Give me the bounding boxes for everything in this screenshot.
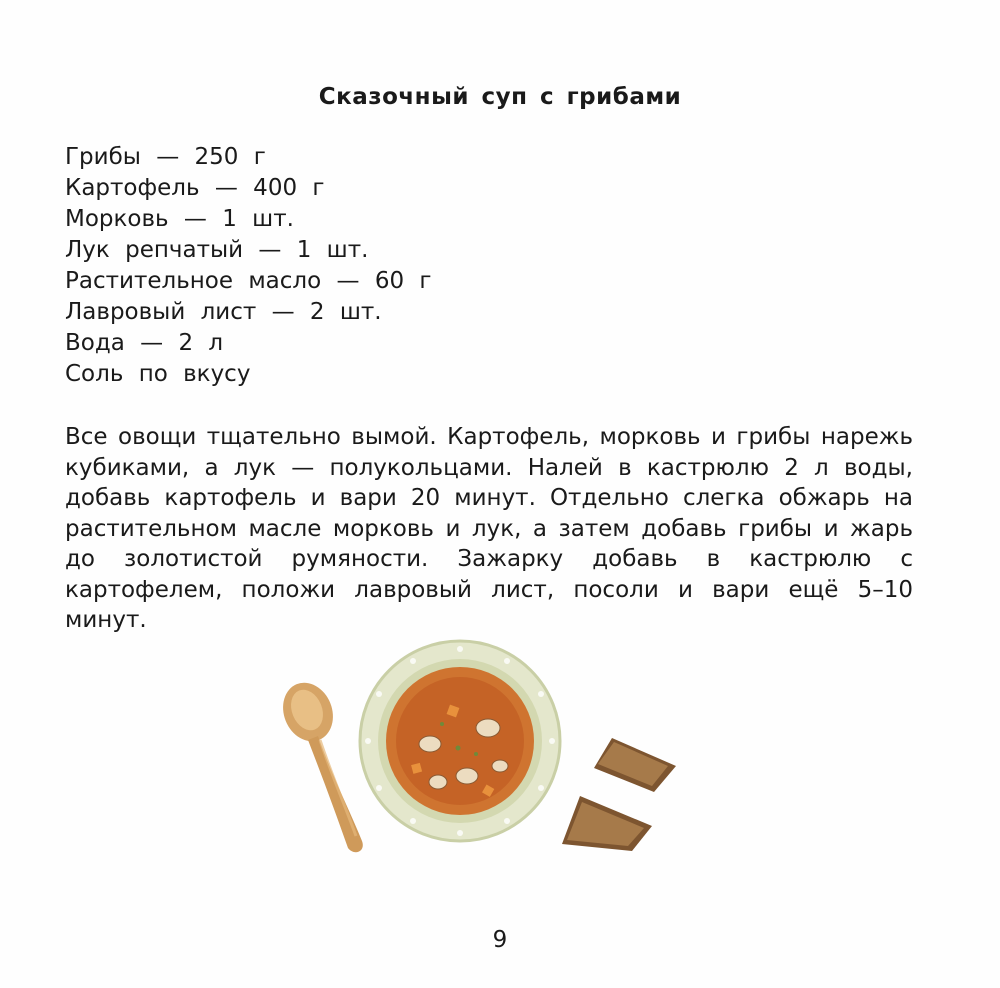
ingredient-item: Соль по вкусу [65, 361, 251, 387]
ingredient-item: Растительное масло — 60 г [65, 268, 432, 294]
page-number: 9 [492, 927, 508, 953]
recipe-title: Сказочный суп с грибами [318, 84, 682, 110]
spoon-icon [275, 675, 363, 852]
bread-icon [562, 738, 676, 851]
ingredient-item: Грибы — 250 г [65, 144, 266, 170]
ingredient-item: Картофель — 400 г [65, 175, 325, 201]
soup-illustration [262, 636, 692, 866]
ingredient-item: Морковь — 1 шт. [65, 206, 294, 232]
ingredient-item: Лавровый лист — 2 шт. [65, 299, 382, 325]
soup-bowl-icon [360, 641, 560, 841]
recipe-instructions: Все овощи тщательно вымой. Картофель, морковь и грибы нарежь кубиками, а лук — полукольцами. Налей в кастрюлю 2 л воды, добавь картофель и вари 20 минут. Отдельно слегка обжарь на растительном масле морковь и лук, а затем добавь грибы и жарь до золотистой румяности. Зажарку добавь в кастрюлю с картофелем, положи лавровый лист, посоли и вари ещё 5–10 минут. [65, 424, 913, 633]
ingredient-item: Лук репчатый — 1 шт. [65, 237, 369, 263]
ingredients-list [65, 142, 431, 390]
ingredient-item: Вода — 2 л [65, 330, 224, 356]
